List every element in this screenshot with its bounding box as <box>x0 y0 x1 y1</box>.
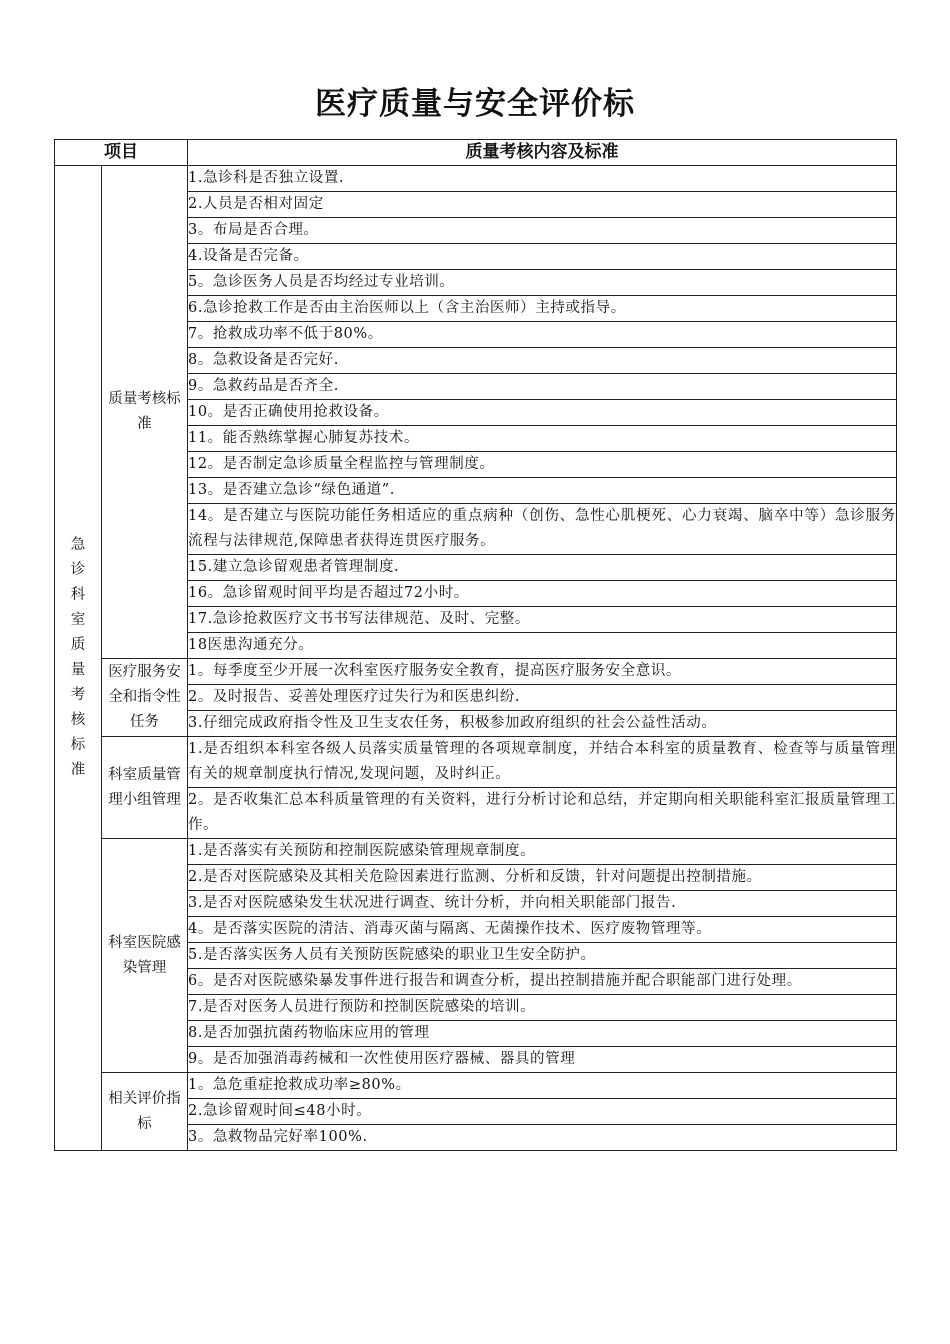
criterion-item: 1.是否组织本科室各级人员落实质量管理的各项规章制度，并结合本科室的质量教育、检查等与质量管理有关的规章制度执行情况,发现问题，及时纠正。 <box>188 737 897 788</box>
criterion-item: 1。每季度至少开展一次科室医疗服务安全教育，提高医疗服务安全意识。 <box>188 659 897 685</box>
criterion-item: 5。急诊医务人员是否均经过专业培训。 <box>188 270 897 296</box>
group-label: 相关评价指标 <box>102 1073 188 1151</box>
criterion-item: 11。能否熟练掌握心肺复苏技术。 <box>188 426 897 452</box>
group-label: 科室医院感染管理 <box>102 839 188 1073</box>
criterion-item: 15.建立急诊留观患者管理制度. <box>188 555 897 581</box>
criterion-item: 4。是否落实医院的清洁、消毒灭菌与隔离、无菌操作技术、医疗废物管理等。 <box>188 917 897 943</box>
group-label: 医疗服务安全和指令性任务 <box>102 659 188 737</box>
header-row <box>55 140 897 166</box>
criterion-item: 1。急危重症抢救成功率≥80%。 <box>188 1073 897 1099</box>
group-label: 科室质量管理小组管理 <box>102 737 188 839</box>
criterion-item: 5.是否落实医务人员有关预防医院感染的职业卫生安全防护。 <box>188 943 897 969</box>
criterion-item: 2.是否对医院感染及其相关危险因素进行监测、分析和反馈，针对问题提出控制措施。 <box>188 865 897 891</box>
criterion-item: 8。急救设备是否完好. <box>188 348 897 374</box>
criterion-item: 6。是否对医院感染暴发事件进行报告和调查分析，提出控制措施并配合职能部门进行处理。 <box>188 969 897 995</box>
header-project: 项目 <box>55 140 188 166</box>
criterion-item: 16。急诊留观时间平均是否超过72小时。 <box>188 581 897 607</box>
criterion-item: 1.是否落实有关预防和控制医院感染管理规章制度。 <box>188 839 897 865</box>
criterion-item: 2.急诊留观时间≤48小时。 <box>188 1099 897 1125</box>
table-row <box>55 839 897 865</box>
criterion-item: 9。急救药品是否齐全. <box>188 374 897 400</box>
criterion-item: 7。抢救成功率不低于80%。 <box>188 322 897 348</box>
table-row <box>55 1073 897 1099</box>
criterion-item: 3.仔细完成政府指令性及卫生支农任务，积极参加政府组织的社会公益性活动。 <box>188 711 897 737</box>
criterion-item: 3.是否对医院感染发生状况进行调查、统计分析，并向相关职能部门报告. <box>188 891 897 917</box>
criterion-item: 3。急救物品完好率100%. <box>188 1125 897 1151</box>
criterion-item: 10。是否正确使用抢救设备。 <box>188 400 897 426</box>
criterion-item: 2。是否收集汇总本科质量管理的有关资料，进行分析讨论和总结，并定期向相关职能科室汇报质量管理工作。 <box>188 788 897 839</box>
table-body <box>55 166 897 1151</box>
criterion-item: 13。是否建立急诊“绿色通道”. <box>188 478 897 504</box>
evaluation-table <box>54 139 897 1151</box>
criterion-item: 1.急诊科是否独立设置. <box>188 166 897 192</box>
criterion-item: 7.是否对医务人员进行预防和控制医院感染的培训。 <box>188 995 897 1021</box>
criterion-item: 17.急诊抢救医疗文书书写法律规范、及时、完整。 <box>188 607 897 633</box>
category-label: 急诊科室质量考核标准 <box>70 537 86 778</box>
criterion-item: 3。布局是否合理。 <box>188 218 897 244</box>
criterion-item: 4.设备是否完备。 <box>188 244 897 270</box>
table-row <box>55 166 897 192</box>
category-cell <box>55 166 102 1151</box>
criterion-item: 12。是否制定急诊质量全程监控与管理制度。 <box>188 452 897 478</box>
criterion-item: 9。是否加强消毒药械和一次性使用医疗器械、器具的管理 <box>188 1047 897 1073</box>
criterion-item: 14。是否建立与医院功能任务相适应的重点病种（创伤、急性心肌梗死、心力衰竭、脑卒中等）急诊服务流程与法律规范,保障患者获得连贯医疗服务。 <box>188 504 897 555</box>
header-content: 质量考核内容及标准 <box>188 140 897 166</box>
table-row <box>55 737 897 788</box>
criterion-item: 8.是否加强抗菌药物临床应用的管理 <box>188 1021 897 1047</box>
group-label: 质量考核标准 <box>102 166 188 659</box>
document-title: 医疗质量与安全评价标 <box>315 86 635 122</box>
criterion-item: 2.人员是否相对固定 <box>188 192 897 218</box>
table-row <box>55 659 897 685</box>
criterion-item: 2。及时报告、妥善处理医疗过失行为和医患纠纷. <box>188 685 897 711</box>
criterion-item: 6.急诊抢救工作是否由主治医师以上（含主治医师）主持或指导。 <box>188 296 897 322</box>
criterion-item: 18医患沟通充分。 <box>188 633 897 659</box>
